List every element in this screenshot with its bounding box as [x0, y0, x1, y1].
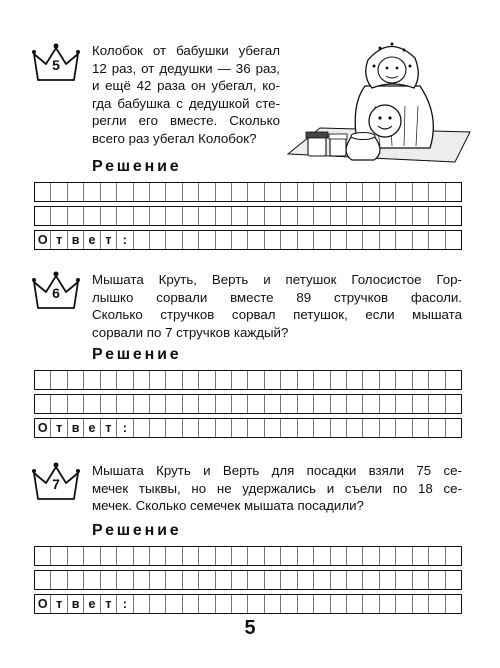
grid-cell[interactable] [395, 547, 411, 565]
grid-cell[interactable] [133, 547, 149, 565]
grid-cell[interactable] [198, 371, 214, 389]
grid-cell[interactable] [280, 571, 296, 589]
grid-cell[interactable] [379, 207, 395, 225]
task-text [92, 462, 462, 515]
grid-cell[interactable] [346, 183, 362, 201]
task-line: Мышата Круть и Верть для посадки взяли 75 се- [92, 463, 462, 478]
grid-cell[interactable] [297, 183, 313, 201]
grid-cell[interactable] [313, 231, 329, 249]
grid-cell[interactable] [313, 571, 329, 589]
grid-cell[interactable] [379, 231, 395, 249]
task-line: Мышата Круть, Верть и петушок Голосистое Гор- [92, 272, 462, 287]
answer-label-cell: е [83, 419, 99, 437]
grid-cell[interactable] [50, 183, 66, 201]
grid-cell[interactable] [198, 547, 214, 565]
grid-cell[interactable] [280, 371, 296, 389]
grid-cell[interactable] [133, 207, 149, 225]
grid-cell[interactable] [215, 547, 231, 565]
grid-cell[interactable] [264, 395, 280, 413]
grid-cell[interactable] [395, 371, 411, 389]
answer-label-cell: в [67, 231, 83, 249]
grid-cell[interactable] [379, 183, 395, 201]
grid-cell[interactable] [428, 547, 444, 565]
grid-cell[interactable] [395, 183, 411, 201]
grid-cell[interactable] [231, 395, 247, 413]
grid-cell[interactable] [379, 371, 395, 389]
answer-label-cell: т [100, 231, 116, 249]
task-number: 6 [52, 285, 60, 301]
grid-cell[interactable] [149, 395, 165, 413]
task-line: всего раз убегал Колобок? [92, 130, 257, 146]
grid-cell[interactable] [231, 419, 247, 437]
grid-cell[interactable] [330, 595, 346, 613]
grid-cell[interactable] [330, 419, 346, 437]
task-number: 5 [52, 57, 60, 73]
grid-cell[interactable] [264, 419, 280, 437]
grid-cell[interactable] [280, 419, 296, 437]
solution-grid-row [34, 394, 462, 414]
grid-cell[interactable] [428, 419, 444, 437]
grid-cell[interactable] [280, 207, 296, 225]
grid-cell[interactable] [297, 571, 313, 589]
grid-cell[interactable] [67, 571, 83, 589]
grid-cell[interactable] [116, 183, 132, 201]
grid-cell[interactable] [297, 231, 313, 249]
grid-cell[interactable] [231, 571, 247, 589]
grid-cell[interactable] [133, 395, 149, 413]
grid-cell[interactable] [67, 395, 83, 413]
grid-cell[interactable] [215, 207, 231, 225]
grid-cell[interactable] [412, 547, 428, 565]
answer-label-cell: е [83, 231, 99, 249]
grid-cell[interactable] [231, 207, 247, 225]
grid-cell[interactable] [297, 395, 313, 413]
grid-cell[interactable] [330, 547, 346, 565]
grid-cell[interactable] [445, 183, 461, 201]
grid-cell[interactable] [198, 419, 214, 437]
grid-cell[interactable] [330, 571, 346, 589]
grid-cell[interactable] [100, 183, 116, 201]
grid-cell[interactable] [165, 207, 181, 225]
grid-cell[interactable] [165, 547, 181, 565]
solution-heading: Решение [92, 158, 182, 175]
task-line: лышко сорвали вместе 89 стручков фасоли. [92, 289, 462, 305]
grid-cell[interactable] [133, 183, 149, 201]
grid-cell[interactable] [83, 395, 99, 413]
grid-cell[interactable] [83, 547, 99, 565]
grid-cell[interactable] [264, 183, 280, 201]
grid-cell[interactable] [50, 395, 66, 413]
grid-cell[interactable] [215, 419, 231, 437]
grid-cell[interactable] [182, 571, 198, 589]
grid-cell[interactable] [264, 595, 280, 613]
grid-cell[interactable] [428, 371, 444, 389]
grid-cell[interactable] [50, 371, 66, 389]
grid-cell[interactable] [395, 595, 411, 613]
grandmother-kolobok-illustration [280, 36, 485, 169]
answer-grid-row [34, 594, 462, 614]
task-line: гда бабушка с дедушкой сте- [92, 95, 280, 111]
answer-label-cell: в [67, 595, 83, 613]
grid-cell[interactable] [182, 595, 198, 613]
grid-cell[interactable] [182, 419, 198, 437]
grid-cell[interactable] [83, 207, 99, 225]
grid-cell[interactable] [428, 571, 444, 589]
solution-heading: Решение [92, 522, 182, 539]
grid-cell[interactable] [35, 395, 50, 413]
grid-cell[interactable] [116, 571, 132, 589]
grid-cell[interactable] [346, 207, 362, 225]
grid-cell[interactable] [445, 547, 461, 565]
grid-cell[interactable] [149, 231, 165, 249]
grid-cell[interactable] [313, 183, 329, 201]
grid-cell[interactable] [346, 371, 362, 389]
grid-cell[interactable] [50, 207, 66, 225]
grid-cell[interactable] [247, 419, 263, 437]
grid-cell[interactable] [445, 371, 461, 389]
grid-cell[interactable] [247, 207, 263, 225]
grid-cell[interactable] [362, 419, 378, 437]
grid-cell[interactable] [297, 419, 313, 437]
grid-cell[interactable] [182, 395, 198, 413]
grid-cell[interactable] [231, 371, 247, 389]
grid-cell[interactable] [165, 419, 181, 437]
grid-cell[interactable] [445, 395, 461, 413]
grid-cell[interactable] [182, 183, 198, 201]
grid-cell[interactable] [165, 571, 181, 589]
task-number: 7 [52, 476, 60, 492]
grid-cell[interactable] [362, 231, 378, 249]
grid-cell[interactable] [412, 207, 428, 225]
grid-cell[interactable] [412, 231, 428, 249]
grid-cell[interactable] [362, 595, 378, 613]
grid-cell[interactable] [231, 231, 247, 249]
grid-cell[interactable] [247, 547, 263, 565]
grid-cell[interactable] [50, 547, 66, 565]
grid-cell[interactable] [280, 183, 296, 201]
grid-cell[interactable] [362, 207, 378, 225]
grid-cell[interactable] [247, 231, 263, 249]
grid-cell[interactable] [100, 547, 116, 565]
grid-cell[interactable] [133, 419, 149, 437]
grid-cell[interactable] [116, 395, 132, 413]
grid-cell[interactable] [231, 595, 247, 613]
grid-cell[interactable] [133, 371, 149, 389]
grid-cell[interactable] [412, 183, 428, 201]
grid-cell[interactable] [428, 231, 444, 249]
solution-grid-row [34, 570, 462, 590]
grid-cell[interactable] [379, 395, 395, 413]
grid-cell[interactable] [445, 595, 461, 613]
solution-grid-row [34, 182, 462, 202]
grid-cell[interactable] [379, 595, 395, 613]
grid-cell[interactable] [313, 371, 329, 389]
grid-cell[interactable] [280, 547, 296, 565]
grid-cell[interactable] [182, 371, 198, 389]
task-line: мечек тыквы, но не удержались и съели по 18 се- [92, 480, 462, 496]
grid-cell[interactable] [412, 371, 428, 389]
grid-cell[interactable] [379, 547, 395, 565]
grid-cell[interactable] [215, 231, 231, 249]
grid-cell[interactable] [428, 595, 444, 613]
grid-cell[interactable] [445, 231, 461, 249]
grid-cell[interactable] [116, 371, 132, 389]
grid-cell[interactable] [198, 183, 214, 201]
answer-label-cell: т [50, 419, 66, 437]
grid-cell[interactable] [428, 395, 444, 413]
grid-cell[interactable] [198, 571, 214, 589]
answer-label-cell: т [50, 595, 66, 613]
grid-cell[interactable] [149, 547, 165, 565]
grid-cell[interactable] [362, 547, 378, 565]
grid-cell[interactable] [35, 207, 50, 225]
grid-cell[interactable] [313, 547, 329, 565]
grid-cell[interactable] [83, 371, 99, 389]
grid-cell[interactable] [198, 231, 214, 249]
grid-cell[interactable] [428, 183, 444, 201]
grid-cell[interactable] [412, 571, 428, 589]
grid-cell[interactable] [116, 207, 132, 225]
grid-cell[interactable] [330, 207, 346, 225]
grid-cell[interactable] [264, 571, 280, 589]
grid-cell[interactable] [379, 571, 395, 589]
grid-cell[interactable] [330, 395, 346, 413]
grid-cell[interactable] [165, 371, 181, 389]
grid-cell[interactable] [395, 571, 411, 589]
grid-cell[interactable] [395, 419, 411, 437]
grid-cell[interactable] [280, 231, 296, 249]
answer-label-cell: е [83, 595, 99, 613]
grid-cell[interactable] [182, 207, 198, 225]
grid-cell[interactable] [247, 371, 263, 389]
grid-cell[interactable] [346, 595, 362, 613]
grid-cell[interactable] [264, 547, 280, 565]
task-line: 12 раз, от дедушки — 36 раз, [92, 60, 280, 76]
grid-cell[interactable] [330, 371, 346, 389]
grid-cell[interactable] [149, 571, 165, 589]
grid-cell[interactable] [428, 207, 444, 225]
grid-cell[interactable] [35, 547, 50, 565]
answer-label-cell: : [116, 419, 132, 437]
grid-cell[interactable] [313, 207, 329, 225]
task-text [92, 271, 462, 341]
grid-cell[interactable] [198, 207, 214, 225]
answer-grid-row [34, 230, 462, 250]
grid-cell[interactable] [182, 231, 198, 249]
grid-cell[interactable] [165, 395, 181, 413]
grid-cell[interactable] [149, 595, 165, 613]
grid-cell[interactable] [35, 183, 50, 201]
grid-cell[interactable] [280, 595, 296, 613]
grid-cell[interactable] [280, 395, 296, 413]
grid-cell[interactable] [165, 595, 181, 613]
grid-cell[interactable] [362, 395, 378, 413]
answer-label-cell: в [67, 419, 83, 437]
grid-cell[interactable] [215, 395, 231, 413]
answer-label-cell: : [116, 231, 132, 249]
grid-cell[interactable] [395, 231, 411, 249]
grid-cell[interactable] [297, 547, 313, 565]
grid-cell[interactable] [149, 371, 165, 389]
grid-cell[interactable] [231, 183, 247, 201]
grid-cell[interactable] [67, 547, 83, 565]
grid-cell[interactable] [149, 419, 165, 437]
grid-cell[interactable] [198, 395, 214, 413]
grid-cell[interactable] [67, 183, 83, 201]
answer-label-cell: О [37, 597, 48, 611]
grid-cell[interactable] [215, 571, 231, 589]
grid-cell[interactable] [346, 395, 362, 413]
grid-cell[interactable] [297, 207, 313, 225]
grid-cell[interactable] [83, 571, 99, 589]
grid-cell[interactable] [116, 547, 132, 565]
grid-cell[interactable] [100, 207, 116, 225]
grid-cell[interactable] [346, 231, 362, 249]
grid-cell[interactable] [231, 547, 247, 565]
grid-cell[interactable] [215, 183, 231, 201]
grid-cell[interactable] [100, 371, 116, 389]
grid-cell[interactable] [165, 183, 181, 201]
task-line: и ещё 42 раза он убегал, ко- [92, 78, 280, 93]
grid-cell[interactable] [35, 371, 50, 389]
grid-cell[interactable] [379, 419, 395, 437]
grid-cell[interactable] [412, 395, 428, 413]
grid-cell[interactable] [412, 595, 428, 613]
grid-cell[interactable] [35, 571, 50, 589]
grid-cell[interactable] [83, 183, 99, 201]
answer-label-cell: : [116, 595, 132, 613]
grid-cell[interactable] [264, 231, 280, 249]
grid-cell[interactable] [346, 419, 362, 437]
grid-cell[interactable] [247, 571, 263, 589]
answer-grid-row [34, 418, 462, 438]
grid-cell[interactable] [330, 183, 346, 201]
grid-cell[interactable] [133, 231, 149, 249]
grid-cell[interactable] [133, 595, 149, 613]
grid-cell[interactable] [362, 371, 378, 389]
solution-heading: Решение [92, 346, 182, 363]
grid-cell[interactable] [395, 207, 411, 225]
grid-cell[interactable] [297, 371, 313, 389]
task-line: регли его вместе. Сколько [92, 113, 280, 128]
grid-cell[interactable] [133, 571, 149, 589]
grid-cell[interactable] [330, 231, 346, 249]
grid-cell[interactable] [100, 571, 116, 589]
grid-cell[interactable] [247, 595, 263, 613]
grid-cell[interactable] [165, 231, 181, 249]
grid-cell[interactable] [297, 595, 313, 613]
grid-cell[interactable] [362, 183, 378, 201]
page-number: 5 [244, 617, 256, 639]
grid-cell[interactable] [362, 571, 378, 589]
grid-cell[interactable] [313, 419, 329, 437]
grid-cell[interactable] [67, 371, 83, 389]
grid-cell[interactable] [67, 207, 83, 225]
answer-label-cell: т [50, 231, 66, 249]
grid-cell[interactable] [445, 207, 461, 225]
task-line: Сколько стручков сорвал петушок, если мышата [92, 307, 462, 322]
answer-label-cell: О [37, 233, 48, 247]
grid-cell[interactable] [198, 595, 214, 613]
grid-cell[interactable] [149, 207, 165, 225]
grid-cell[interactable] [395, 395, 411, 413]
grid-cell[interactable] [313, 395, 329, 413]
task-line: сорвали по 7 стручков каждый? [92, 324, 289, 340]
grid-cell[interactable] [346, 547, 362, 565]
grid-cell[interactable] [149, 183, 165, 201]
grid-cell[interactable] [346, 571, 362, 589]
grid-cell[interactable] [264, 207, 280, 225]
grid-cell[interactable] [445, 571, 461, 589]
grid-cell[interactable] [445, 419, 461, 437]
grid-cell[interactable] [247, 183, 263, 201]
answer-label-cell: О [37, 421, 48, 435]
crown-badge-icon [30, 268, 82, 312]
grid-cell[interactable] [264, 371, 280, 389]
answer-label-cell: т [100, 595, 116, 613]
solution-grid-row [34, 206, 462, 226]
task-text [92, 42, 280, 147]
grid-cell[interactable] [100, 395, 116, 413]
crown-badge-icon [30, 40, 82, 84]
task-line: Колобок от бабушки убегал [92, 43, 280, 58]
answer-label-cell: т [100, 419, 116, 437]
grid-cell[interactable] [215, 371, 231, 389]
solution-grid-row [34, 370, 462, 390]
grid-cell[interactable] [50, 571, 66, 589]
task-line: мечек. Сколько семечек мышата посадили? [92, 498, 364, 513]
grid-cell[interactable] [247, 395, 263, 413]
grid-cell[interactable] [182, 547, 198, 565]
solution-grid-row [34, 546, 462, 566]
grid-cell[interactable] [313, 595, 329, 613]
crown-badge-icon [30, 459, 82, 503]
grid-cell[interactable] [215, 595, 231, 613]
grid-cell[interactable] [412, 419, 428, 437]
